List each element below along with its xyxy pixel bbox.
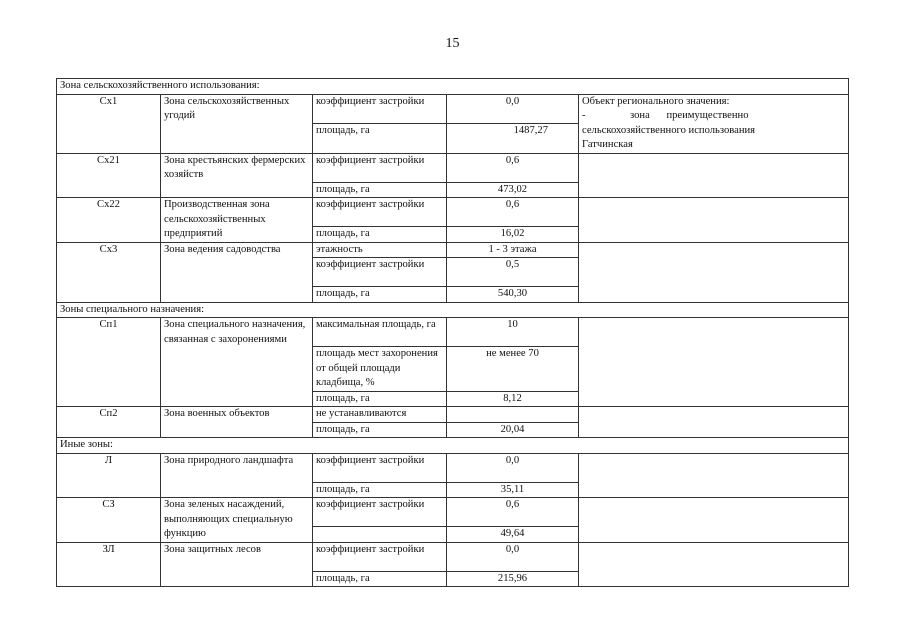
param-name: площадь, га [313,422,447,438]
param-name: площадь, га [313,287,447,303]
param-value: 215,96 [447,571,579,587]
param-value [447,407,579,423]
param-name: площадь, га [313,482,447,498]
note-text: сельскохозяйственного использования [582,124,756,136]
param-value: 0,0 [447,542,579,571]
section-header-agri: Зона сельскохозяйственного использования: [57,79,849,95]
param-value: 0,6 [447,153,579,182]
zone-name: Зона военных объектов [161,407,313,438]
param-value: 8,12 [447,391,579,407]
zone-note [579,153,849,198]
zone-code: Сп1 [57,318,161,407]
zone-note [579,94,849,153]
zone-name: Зона защитных лесов [161,542,313,587]
zone-note [579,542,849,587]
param-value: 0,6 [447,498,579,527]
param-name: площадь, га [313,391,447,407]
zone-note [579,242,849,302]
param-value: 10 [447,318,579,347]
param-value: 0,0 [447,453,579,482]
zone-note [579,498,849,543]
param-value: 0,0 [447,94,579,124]
param-value: 20,04 [447,422,579,438]
note-title: Объект регионального значения: [582,95,730,107]
zone-name: Зона сельскохозяйственных угодий [161,94,313,153]
param-name: коэффициент застройки [313,198,447,227]
zone-code: Л [57,453,161,498]
zone-code: Сх1 [57,94,161,153]
param-name: не устанавливаются [313,407,447,423]
param-value: 16,02 [447,227,579,243]
param-name: коэффициент застройки [313,258,447,287]
param-value: 49,64 [447,527,579,543]
param-name: площадь мест захоронения от общей площади кладбища, % [313,347,447,392]
zone-code: ЗЛ [57,542,161,587]
zone-name: Зона крестьянских фермерских хозяйств [161,153,313,198]
param-value: не менее 70 [447,347,579,392]
param-value: 540,30 [447,287,579,303]
zone-name: Зона природного ландшафта [161,453,313,498]
param-name: коэффициент застройки [313,542,447,571]
zone-note [579,407,849,438]
param-name: максимальная площадь, га [313,318,447,347]
zone-code: СЗ [57,498,161,543]
note-line [582,109,845,124]
zone-code: Сп2 [57,407,161,438]
page-number: 15 [445,36,460,51]
section-header-other: Иные зоны: [57,438,849,454]
zone-code: Сх21 [57,153,161,198]
param-name: коэффициент застройки [313,498,447,527]
param-value: 1487,27 [447,124,579,154]
zone-note [579,453,849,498]
zone-name: Производственная зона сельскохозяйственных предприятий [161,198,313,243]
zone-name: Зона зеленых насаждений, выполняющих специальную функцию [161,498,313,543]
param-name: площадь, га [313,227,447,243]
zones-table [56,78,849,587]
param-value: 0,5 [447,258,579,287]
note-text: Гатчинская [582,139,633,150]
param-value: 35,11 [447,482,579,498]
zone-code: Сх3 [57,242,161,302]
param-name: этажность [313,242,447,258]
param-value: 1 - 3 этажа [447,242,579,258]
param-name: коэффициент застройки [313,94,447,124]
zone-name: Зона ведения садоводства [161,242,313,302]
zone-name: Зона специального назначения, связанная с захоронениями [161,318,313,407]
param-name: площадь, га [313,182,447,198]
param-name [313,527,447,543]
note-text: зона преимущественно [630,110,749,121]
param-value: 0,6 [447,198,579,227]
param-name: коэффициент застройки [313,153,447,182]
param-name: площадь, га [313,571,447,587]
note-dash: - [582,110,586,121]
param-name: площадь, га [313,124,447,154]
param-name: коэффициент застройки [313,453,447,482]
section-header-special: Зоны специального назначения: [57,302,849,318]
zone-code: Сх22 [57,198,161,243]
zone-note [579,318,849,407]
zone-note [579,198,849,243]
param-value: 473,02 [447,182,579,198]
